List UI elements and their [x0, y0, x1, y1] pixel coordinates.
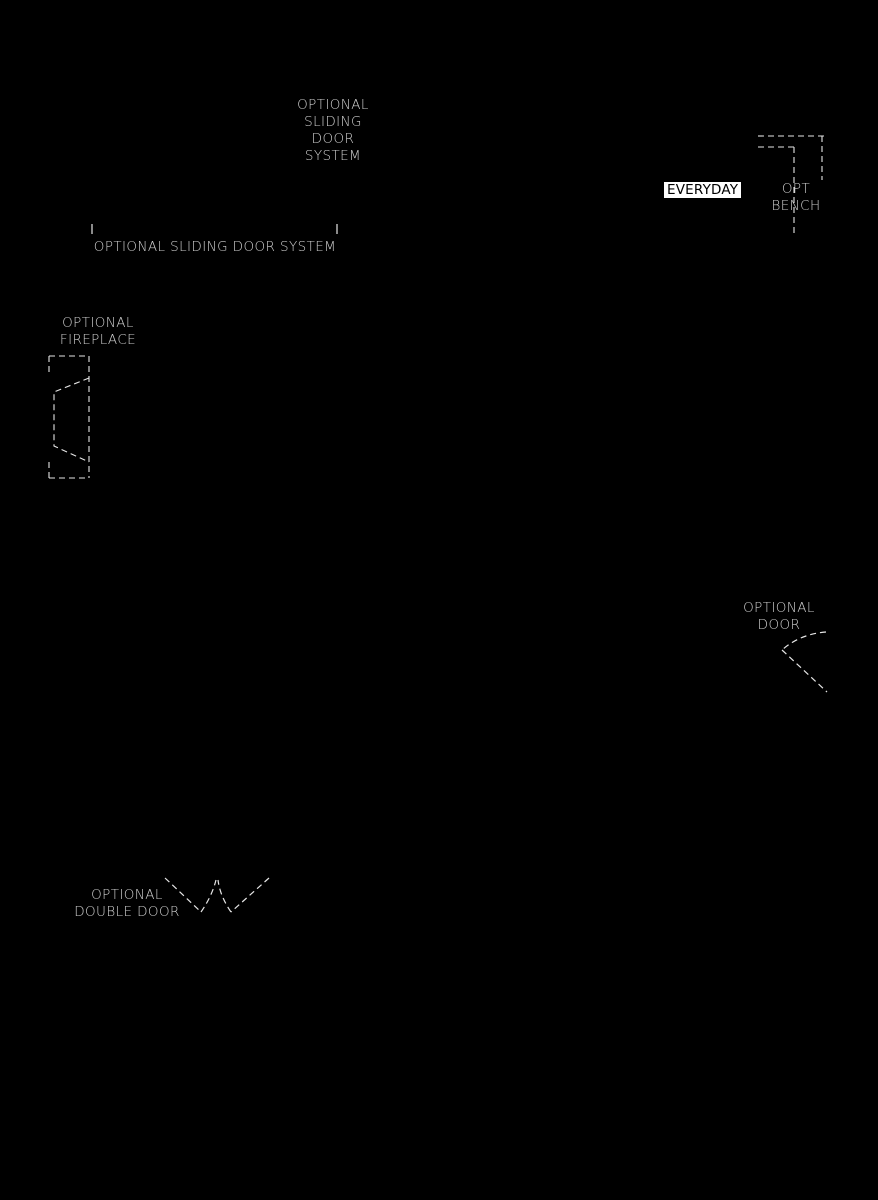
sliding-door-top-label	[286, 97, 380, 165]
sliding-door-ticks	[92, 224, 337, 234]
double-door-line-2: DOUBLE DOOR	[74, 904, 180, 920]
fireplace-line-1: OPTIONAL	[62, 315, 134, 331]
sliding-door-bottom-text: OPTIONAL SLIDING DOOR SYSTEM	[93, 239, 337, 255]
fireplace-line-2: FIREPLACE	[59, 332, 137, 348]
sliding-door-top-line-2: SLIDING	[304, 114, 362, 130]
fireplace-label	[46, 315, 150, 349]
double-door-line-1: OPTIONAL	[91, 887, 163, 903]
sliding-door-top-line-3: DOOR	[311, 131, 355, 147]
bench-label	[762, 181, 830, 215]
bench-line-1: OPT	[781, 181, 811, 197]
sliding-door-bottom-label	[82, 239, 348, 256]
sliding-door-top-line-1: OPTIONAL	[297, 97, 369, 113]
fireplace-dashed-outline	[49, 356, 89, 478]
bench-line-2: BENCH	[771, 198, 821, 214]
everyday-tag: EVERYDAY	[664, 182, 741, 198]
door-line-1: OPTIONAL	[743, 600, 815, 616]
double-door-label	[62, 887, 192, 921]
door-line-2: DOOR	[757, 617, 801, 633]
door-swing-dashed	[782, 632, 827, 692]
door-label	[732, 600, 826, 634]
sliding-door-top-line-4: SYSTEM	[304, 148, 362, 164]
